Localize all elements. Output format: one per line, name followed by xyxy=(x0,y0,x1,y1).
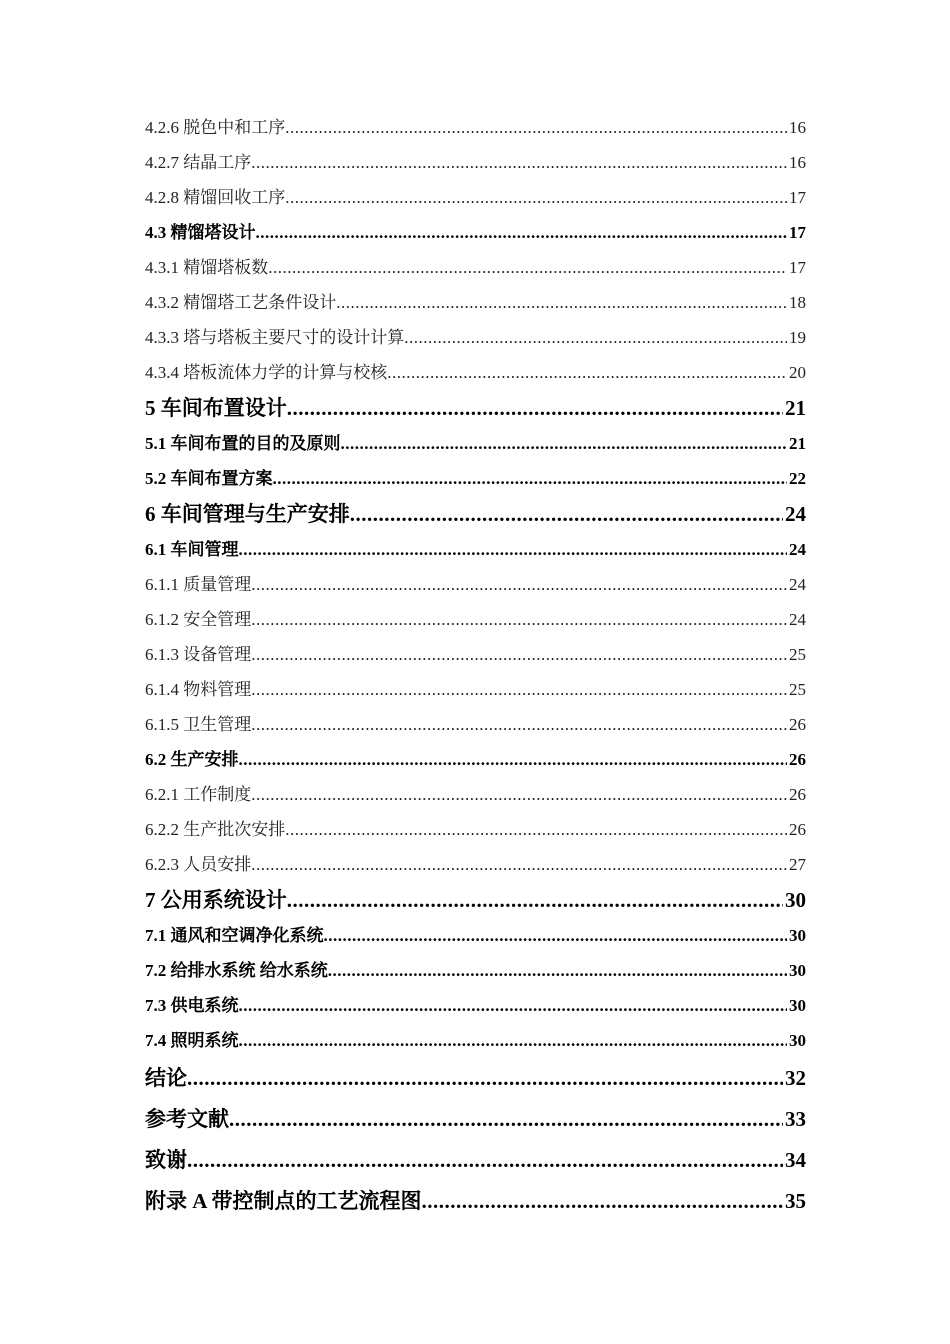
toc-entry-page: 24 xyxy=(789,540,806,559)
toc-entry[interactable] xyxy=(145,988,806,1023)
toc-entry-title: 6.1.1 质量管理 xyxy=(145,575,252,594)
toc-dot-leader xyxy=(229,1099,783,1140)
toc-entry[interactable] xyxy=(145,953,806,988)
toc-entry-title: 5 车间布置设计 xyxy=(145,396,287,420)
toc-entry[interactable] xyxy=(145,1058,806,1099)
toc-entry-title: 4.3.4 塔板流体力学的计算与校核 xyxy=(145,363,388,382)
toc-dot-leader xyxy=(287,390,783,426)
toc-entry[interactable] xyxy=(145,637,806,672)
toc-dot-leader xyxy=(239,1023,788,1058)
toc-entry-title: 参考文献 xyxy=(145,1107,229,1131)
table-of-contents xyxy=(145,110,806,1222)
toc-entry-page: 17 xyxy=(789,188,806,207)
toc-entry-page: 30 xyxy=(789,926,806,945)
toc-dot-leader xyxy=(251,567,787,602)
toc-dot-leader xyxy=(251,145,787,180)
toc-entry-page: 32 xyxy=(785,1066,806,1090)
toc-entry-page: 21 xyxy=(785,396,806,420)
toc-dot-leader xyxy=(251,847,787,882)
toc-entry-page: 18 xyxy=(789,293,806,312)
toc-entry-title: 7.4 照明系统 xyxy=(145,1031,239,1050)
toc-dot-leader xyxy=(239,988,788,1023)
toc-entry-title: 4.2.8 精馏回收工序 xyxy=(145,188,286,207)
toc-dot-leader xyxy=(251,672,787,707)
toc-entry-title: 4.3.3 塔与塔板主要尺寸的设计计算 xyxy=(145,328,405,347)
toc-dot-leader xyxy=(328,953,787,988)
toc-entry[interactable] xyxy=(145,426,806,461)
toc-dot-leader xyxy=(336,285,787,320)
toc-entry-title: 4.3.1 精馏塔板数 xyxy=(145,258,269,277)
toc-dot-leader xyxy=(285,110,787,145)
toc-entry[interactable] xyxy=(145,285,806,320)
toc-dot-leader xyxy=(273,461,788,496)
toc-entry[interactable] xyxy=(145,215,806,250)
toc-dot-leader xyxy=(251,602,787,637)
toc-entry[interactable] xyxy=(145,1099,806,1140)
toc-entry[interactable] xyxy=(145,882,806,918)
toc-entry[interactable] xyxy=(145,180,806,215)
toc-entry[interactable] xyxy=(145,532,806,567)
toc-entry-page: 17 xyxy=(789,258,806,277)
toc-entry[interactable] xyxy=(145,847,806,882)
toc-dot-leader xyxy=(350,496,783,532)
toc-entry[interactable] xyxy=(145,672,806,707)
toc-entry-title: 4.2.6 脱色中和工序 xyxy=(145,118,286,137)
toc-entry[interactable] xyxy=(145,707,806,742)
toc-entry-title: 结论 xyxy=(145,1066,187,1090)
toc-entry[interactable] xyxy=(145,461,806,496)
toc-entry-title: 6.1.5 卫生管理 xyxy=(145,715,252,734)
toc-entry[interactable] xyxy=(145,355,806,390)
toc-entry-title: 6.1 车间管理 xyxy=(145,540,239,559)
toc-entry-title: 6.1.4 物料管理 xyxy=(145,680,252,699)
toc-entry[interactable] xyxy=(145,320,806,355)
toc-entry-title: 5.1 车间布置的目的及原则 xyxy=(145,434,341,453)
toc-entry-page: 25 xyxy=(789,680,806,699)
toc-entry[interactable] xyxy=(145,812,806,847)
toc-dot-leader xyxy=(324,918,788,953)
toc-dot-leader xyxy=(251,777,787,812)
toc-dot-leader xyxy=(187,1058,783,1099)
toc-dot-leader xyxy=(341,426,788,461)
toc-entry-title: 6.2.3 人员安排 xyxy=(145,855,252,874)
toc-entry-title: 6.1.3 设备管理 xyxy=(145,645,252,664)
toc-entry-title: 6.1.2 安全管理 xyxy=(145,610,252,629)
toc-entry-title: 6.2 生产安排 xyxy=(145,750,239,769)
toc-entry-title: 5.2 车间布置方案 xyxy=(145,469,273,488)
toc-entry[interactable] xyxy=(145,110,806,145)
toc-entry-page: 30 xyxy=(789,1031,806,1050)
toc-dot-leader xyxy=(285,812,787,847)
toc-entry[interactable] xyxy=(145,777,806,812)
toc-entry-page: 30 xyxy=(789,961,806,980)
toc-dot-leader xyxy=(387,355,787,390)
toc-entry[interactable] xyxy=(145,1181,806,1222)
toc-entry-page: 30 xyxy=(785,888,806,912)
toc-dot-leader xyxy=(239,532,788,567)
toc-entry-page: 24 xyxy=(789,610,806,629)
toc-entry[interactable] xyxy=(145,1140,806,1181)
toc-entry[interactable] xyxy=(145,145,806,180)
toc-entry-page: 20 xyxy=(789,363,806,382)
toc-dot-leader xyxy=(404,320,787,355)
toc-entry-page: 22 xyxy=(789,469,806,488)
toc-entry-page: 26 xyxy=(789,785,806,804)
toc-entry-title: 6.2.1 工作制度 xyxy=(145,785,252,804)
toc-entry-title: 7.2 给排水系统 给水系统 xyxy=(145,961,328,980)
toc-entry[interactable] xyxy=(145,250,806,285)
toc-entry-title: 4.2.7 结晶工序 xyxy=(145,153,252,172)
toc-entry[interactable] xyxy=(145,1023,806,1058)
toc-entry-title: 6.2.2 生产批次安排 xyxy=(145,820,286,839)
toc-entry-title: 附录 A 带控制点的工艺流程图 xyxy=(145,1189,422,1213)
toc-entry-page: 16 xyxy=(789,153,806,172)
toc-dot-leader xyxy=(268,250,787,285)
toc-entry[interactable] xyxy=(145,742,806,777)
toc-dot-leader xyxy=(187,1140,783,1181)
toc-entry-title: 7.3 供电系统 xyxy=(145,996,239,1015)
toc-entry-page: 33 xyxy=(785,1107,806,1131)
toc-entry-page: 25 xyxy=(789,645,806,664)
toc-entry-page: 26 xyxy=(789,820,806,839)
toc-dot-leader xyxy=(251,637,787,672)
toc-dot-leader xyxy=(251,707,787,742)
toc-entry-page: 30 xyxy=(789,996,806,1015)
toc-entry-page: 26 xyxy=(789,715,806,734)
toc-entry-page: 35 xyxy=(785,1189,806,1213)
toc-entry-page: 16 xyxy=(789,118,806,137)
toc-entry[interactable] xyxy=(145,602,806,637)
toc-entry-title: 6 车间管理与生产安排 xyxy=(145,502,350,526)
toc-entry[interactable] xyxy=(145,496,806,532)
toc-entry-title: 4.3 精馏塔设计 xyxy=(145,223,256,242)
toc-entry-page: 17 xyxy=(789,223,806,242)
toc-dot-leader xyxy=(285,180,787,215)
toc-entry-page: 24 xyxy=(789,575,806,594)
toc-entry-title: 7 公用系统设计 xyxy=(145,888,287,912)
toc-dot-leader xyxy=(239,742,788,777)
toc-entry-page: 19 xyxy=(789,328,806,347)
toc-dot-leader xyxy=(422,1181,783,1222)
toc-entry-page: 26 xyxy=(789,750,806,769)
toc-entry-page: 27 xyxy=(789,855,806,874)
toc-entry-title: 4.3.2 精馏塔工艺条件设计 xyxy=(145,293,337,312)
toc-entry-title: 致谢 xyxy=(145,1148,187,1172)
toc-entry-page: 24 xyxy=(785,502,806,526)
toc-entry-page: 34 xyxy=(785,1148,806,1172)
toc-entry[interactable] xyxy=(145,390,806,426)
toc-entry[interactable] xyxy=(145,918,806,953)
toc-entry-page: 21 xyxy=(789,434,806,453)
toc-dot-leader xyxy=(256,215,788,250)
toc-entry[interactable] xyxy=(145,567,806,602)
toc-dot-leader xyxy=(287,882,783,918)
toc-entry-title: 7.1 通风和空调净化系统 xyxy=(145,926,324,945)
